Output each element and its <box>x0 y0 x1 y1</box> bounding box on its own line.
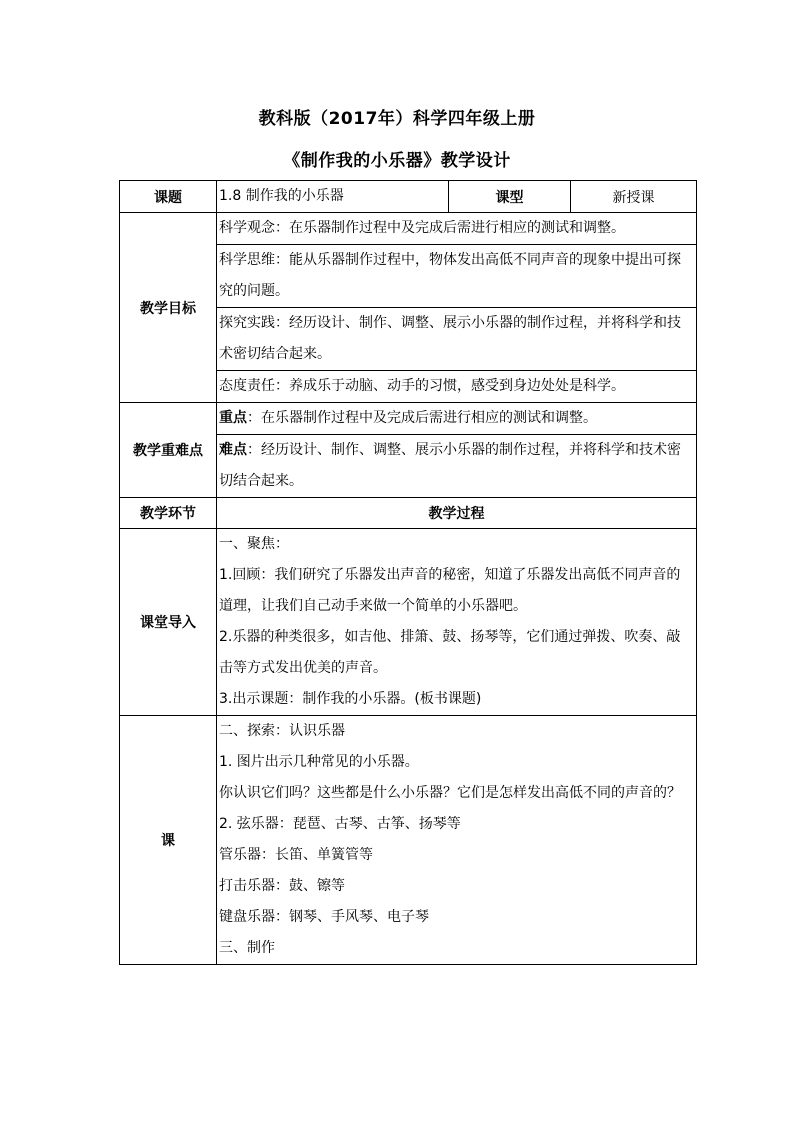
objective-item: 科学观念：在乐器制作过程中及完成后需进行相应的测试和调整。 <box>219 220 625 236</box>
document-title: 教科版（2017年）科学四年级上册 <box>258 109 536 129</box>
type-label: 课型 <box>449 181 571 213</box>
difficulty-prefix: 难点 <box>219 442 247 458</box>
objective-item: 态度责任：养成乐于动脑、动手的习惯，感受到身边处处是科学。 <box>217 370 696 402</box>
stage-header: 教学环节 <box>120 498 217 529</box>
objectives-content <box>217 213 697 403</box>
intro-line: 2.乐器的种类很多，如吉他、排箫、鼓、扬琴等，它们通过弹拨、吹奏、敲击等方式发出优美的声音。 <box>219 629 681 676</box>
key-points-content <box>217 403 697 498</box>
process-header: 教学过程 <box>217 498 697 529</box>
intro-content <box>217 529 697 716</box>
type-value: 新授课 <box>571 181 697 213</box>
lesson-line: 你认识它们吗？这些都是什么小乐器？它们是怎样发出高低不同的声音的？ <box>219 785 681 801</box>
intro-line: 1.回顾：我们研究了乐器发出声音的秘密，知道了乐器发出高低不同声音的道理，让我们自己动手来做一个简单的小乐器吧。 <box>219 567 681 614</box>
intro-label: 课堂导入 <box>120 529 217 716</box>
lesson-row <box>120 716 697 965</box>
objectives-row <box>120 213 697 403</box>
lesson-content <box>217 716 697 965</box>
process-header-row <box>120 498 697 529</box>
focus-prefix: 重点 <box>219 410 247 426</box>
lesson-plan-table <box>119 180 697 965</box>
lesson-line: 管乐器：长笛、单簧管等 <box>219 847 373 863</box>
key-points-label: 教学重难点 <box>120 403 217 498</box>
key-points-row <box>120 403 697 498</box>
topic-label: 课题 <box>120 181 217 213</box>
difficulty-point <box>217 434 696 497</box>
lesson-line: 2. 弦乐器：琵琶、古琴、古筝、扬琴等 <box>219 816 461 832</box>
objectives-label: 教学目标 <box>120 213 217 403</box>
lesson-line: 1. 图片出示几种常见的小乐器。 <box>219 754 419 770</box>
lesson-label: 课 <box>120 716 217 965</box>
intro-row <box>120 529 697 716</box>
lesson-line: 键盘乐器：钢琴、手风琴、电子琴 <box>219 909 429 925</box>
objective-item: 探究实践：经历设计、制作、调整、展示小乐器的制作过程，并将科学和技术密切结合起来。 <box>217 307 696 370</box>
topic-row <box>120 181 697 213</box>
lesson-line: 打击乐器：鼓、镲等 <box>219 878 345 894</box>
objective-item: 科学思维：能从乐器制作过程中，物体发出高低不同声音的现象中提出可探究的问题。 <box>217 244 696 307</box>
lesson-line: 三、制作 <box>219 940 275 956</box>
intro-line: 一、聚焦： <box>219 536 289 552</box>
difficulty-text: ：经历设计、制作、调整、展示小乐器的制作过程，并将科学和技术密切结合起来。 <box>219 442 681 489</box>
document-subtitle: 《制作我的小乐器》教学设计 <box>283 151 511 171</box>
intro-line: 3.出示课题：制作我的小乐器。(板书课题) <box>219 691 482 707</box>
focus-point <box>217 403 696 434</box>
topic-value: 1.8 制作我的小乐器 <box>217 181 449 213</box>
lesson-line: 二、探索：认识乐器 <box>219 723 345 739</box>
focus-text: ：在乐器制作过程中及完成后需进行相应的测试和调整。 <box>247 410 597 426</box>
